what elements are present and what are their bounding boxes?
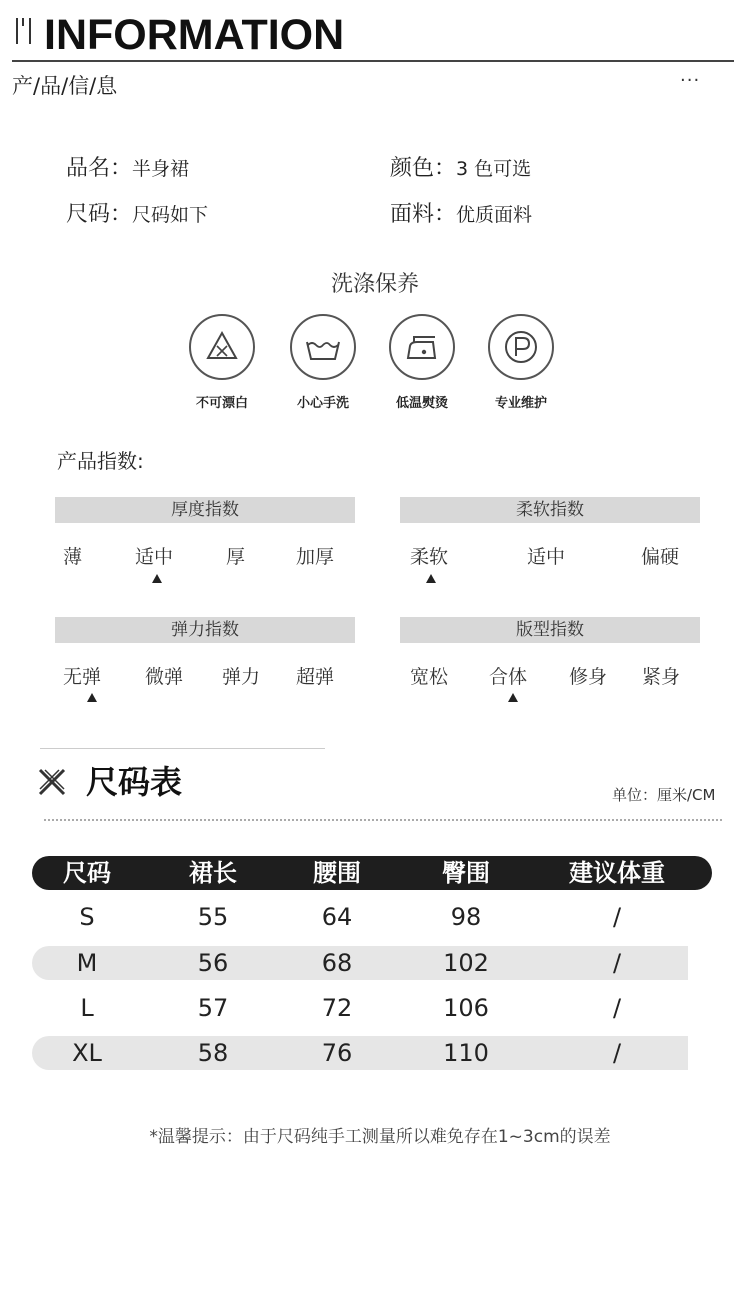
page-header	[0, 0, 750, 110]
table-cell: 76	[321, 1039, 353, 1067]
header-divider	[12, 60, 734, 62]
page-subtitle: 产/品/信/息	[12, 74, 118, 98]
fit-option: 修身	[569, 666, 608, 688]
header-cell: 臀围	[442, 859, 490, 887]
table-cell: 98	[450, 903, 482, 931]
softness-selected-marker	[426, 574, 436, 583]
softness-index-bar: 柔软指数	[400, 497, 700, 523]
table-row	[32, 1036, 688, 1070]
info-name-label: 品名：	[66, 156, 133, 181]
table-cell: 55	[197, 903, 229, 931]
care-item-low-iron	[372, 314, 472, 411]
index-title: 产品指数:	[57, 449, 144, 473]
care-item-no-bleach	[172, 314, 272, 411]
size-note: *温馨提示：由于尺码纯手工测量所以难免存在1~3cm的误差	[149, 1127, 611, 1147]
fit-option: 宽松	[410, 666, 449, 688]
table-row	[32, 900, 688, 934]
table-row	[32, 946, 688, 980]
info-color-value: 3 色可选	[456, 158, 532, 180]
table-cell: S	[79, 903, 95, 931]
softness-option: 适中	[527, 546, 566, 568]
page-title: INFORMATION	[44, 11, 345, 59]
table-cell: 56	[197, 949, 229, 977]
thickness-option: 厚	[226, 546, 246, 568]
table-cell: XL	[72, 1039, 102, 1067]
table-cell: /	[612, 949, 622, 977]
size-chart-title: 尺码表	[86, 763, 183, 801]
elasticity-index-bar: 弹力指数	[55, 617, 355, 643]
info-size-value: 尺码如下	[132, 204, 209, 226]
dotted-divider	[44, 819, 722, 821]
info-name	[66, 154, 189, 184]
table-cell: 58	[197, 1039, 229, 1067]
professional-care-icon	[488, 314, 554, 380]
softness-option: 偏硬	[641, 546, 680, 568]
no-bleach-icon	[189, 314, 255, 380]
table-cell: /	[612, 1039, 622, 1067]
header-cell: 建议体重	[569, 859, 665, 887]
scissors-cross-icon	[36, 766, 68, 798]
info-size	[66, 200, 208, 230]
table-cell: /	[612, 994, 622, 1022]
elasticity-option: 超弹	[296, 666, 335, 688]
size-table-header	[32, 856, 712, 890]
care-label: 小心手洗	[296, 396, 349, 411]
brand-mark-icon	[16, 18, 36, 44]
elasticity-option: 微弹	[145, 666, 184, 688]
table-cell: 72	[321, 994, 353, 1022]
table-row	[32, 991, 688, 1025]
header-cell: 裙长	[189, 859, 237, 887]
low-iron-icon	[389, 314, 455, 380]
table-cell: 68	[321, 949, 353, 977]
table-cell: 102	[443, 949, 489, 977]
info-name-value: 半身裙	[132, 158, 190, 180]
care-label: 不可漂白	[195, 396, 248, 411]
info-fabric	[390, 200, 532, 230]
thickness-option: 适中	[135, 546, 174, 568]
fit-selected-marker	[508, 693, 518, 702]
elasticity-option: 弹力	[222, 666, 261, 688]
info-color-label: 颜色：	[390, 156, 457, 181]
care-label: 低温熨烫	[395, 396, 448, 411]
fit-option: 紧身	[642, 666, 681, 688]
header-cell: 腰围	[313, 859, 361, 887]
more-icon: ···	[680, 70, 701, 91]
info-size-label: 尺码：	[66, 202, 133, 227]
table-cell: 57	[197, 994, 229, 1022]
thickness-index-bar: 厚度指数	[55, 497, 355, 523]
care-title: 洗涤保养	[330, 272, 419, 297]
header-cell: 尺码	[63, 859, 111, 887]
info-fabric-value: 优质面料	[456, 204, 533, 226]
table-cell: L	[80, 994, 94, 1022]
thickness-selected-marker	[152, 574, 162, 583]
table-cell: 110	[443, 1039, 489, 1067]
thickness-option: 加厚	[296, 546, 335, 568]
fit-option: 合体	[489, 666, 528, 688]
fit-index-bar: 版型指数	[400, 617, 700, 643]
hand-wash-icon	[290, 314, 356, 380]
size-chart-unit: 单位：厘米/CM	[612, 786, 716, 804]
elasticity-selected-marker	[87, 693, 97, 702]
thickness-option: 薄	[63, 546, 83, 568]
table-cell: 106	[443, 994, 489, 1022]
elasticity-option: 无弹	[63, 666, 102, 688]
table-cell: /	[612, 903, 622, 931]
section-divider	[40, 748, 325, 749]
info-color	[390, 154, 531, 184]
care-item-hand-wash	[273, 314, 373, 411]
softness-option: 柔软	[410, 546, 449, 568]
care-item-professional	[471, 314, 571, 411]
care-label: 专业维护	[494, 396, 547, 411]
table-cell: M	[76, 949, 98, 977]
table-cell: 64	[321, 903, 353, 931]
info-fabric-label: 面料：	[390, 202, 457, 227]
